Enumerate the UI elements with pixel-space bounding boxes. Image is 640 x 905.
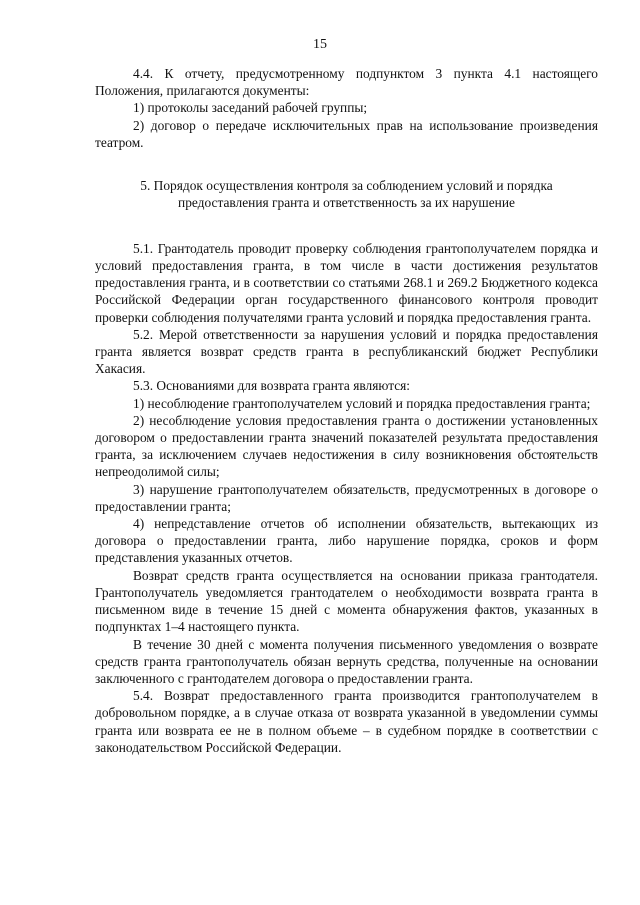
- section-heading-line-1: 5. Порядок осуществления контроля за соблюдением условий и порядка: [140, 178, 553, 194]
- list-item-3: 3) нарушение грантополучателем обязательств, предусмотренных в договоре о предоставлении гранта;: [95, 481, 598, 514]
- paragraph-5-4: 5.4. Возврат предоставленного гранта производится грантополучателем в добровольном порядке, а в случае отказа от возврата указанной в уведомлении суммы гранта или возврата ее не в полном объеме – в судебном порядке в соответствии с законодательством Российской Федерации.: [95, 688, 598, 755]
- paragraph-4-4: 4.4. К отчету, предусмотренному подпунктом 3 пункта 4.1 настоящего Положения, прилагаются документы:: [95, 66, 598, 99]
- paragraph-5-2: 5.2. Мерой ответственности за нарушения условий и порядка предоставления гранта является возврат средств гранта в республиканский бюджет Республики Хакасия.: [95, 326, 598, 377]
- list-item-1: 1) несоблюдение грантополучателем условий и порядка предоставления гранта;: [133, 395, 591, 411]
- list-item-rights-contract: 2) договор о передаче исключительных прав на использование произведения театром.: [95, 117, 598, 150]
- list-item-2: 2) несоблюдение условия предоставления гранта о достижении установленных договором о предоставлении гранта значений показателей результата предоставления гранта, за исключением случаев недостижения в силу возникновения обстоятельств непреодолимой силы;: [95, 412, 598, 480]
- section-heading: [95, 177, 598, 212]
- paragraph-5-3: 5.3. Основаниями для возврата гранта являются:: [133, 378, 411, 394]
- section-heading-line-2: предоставления гранта и ответственность за их нарушение: [178, 195, 515, 211]
- page-number: 15: [313, 37, 327, 52]
- list-item-4: 4) непредставление отчетов об исполнении обязательств, вытекающих из договора о предоставлении гранта, либо нарушение порядка, сроков и форм представления указанных отчетов.: [95, 516, 598, 566]
- document-body: [95, 65, 598, 756]
- paragraph-30-days: В течение 30 дней с момента получения письменного уведомления о возврате средств гранта грантополучатель обязан вернуть средства, полученные на основании заключенного с грантодателем договора о предоставлении гранта.: [95, 636, 598, 686]
- list-item-protocols: 1) протоколы заседаний рабочей группы;: [133, 100, 368, 116]
- paragraph-5-1: 5.1. Грантодатель проводит проверку соблюдения грантополучателем порядка и условий предоставления гранта, в том числе в части достижения результатов предоставления гранта, и в соответствии со статьями 268.1 и 269.2 Бюджетного кодекса Российской Федерации орган государственного финансового контроля проводит проверки соблюдения получателями гранта условий и порядка предоставления гранта.: [95, 240, 598, 325]
- paragraph-return-order: Возврат средств гранта осуществляется на основании приказа грантодателя. Грантополучатель уведомляется грантодателем о необходимости возврата гранта в письменном виде в течение 15 дней с момента обнаружения фактов, указанных в подпунктах 1–4 настоящего пункта.: [95, 567, 598, 635]
